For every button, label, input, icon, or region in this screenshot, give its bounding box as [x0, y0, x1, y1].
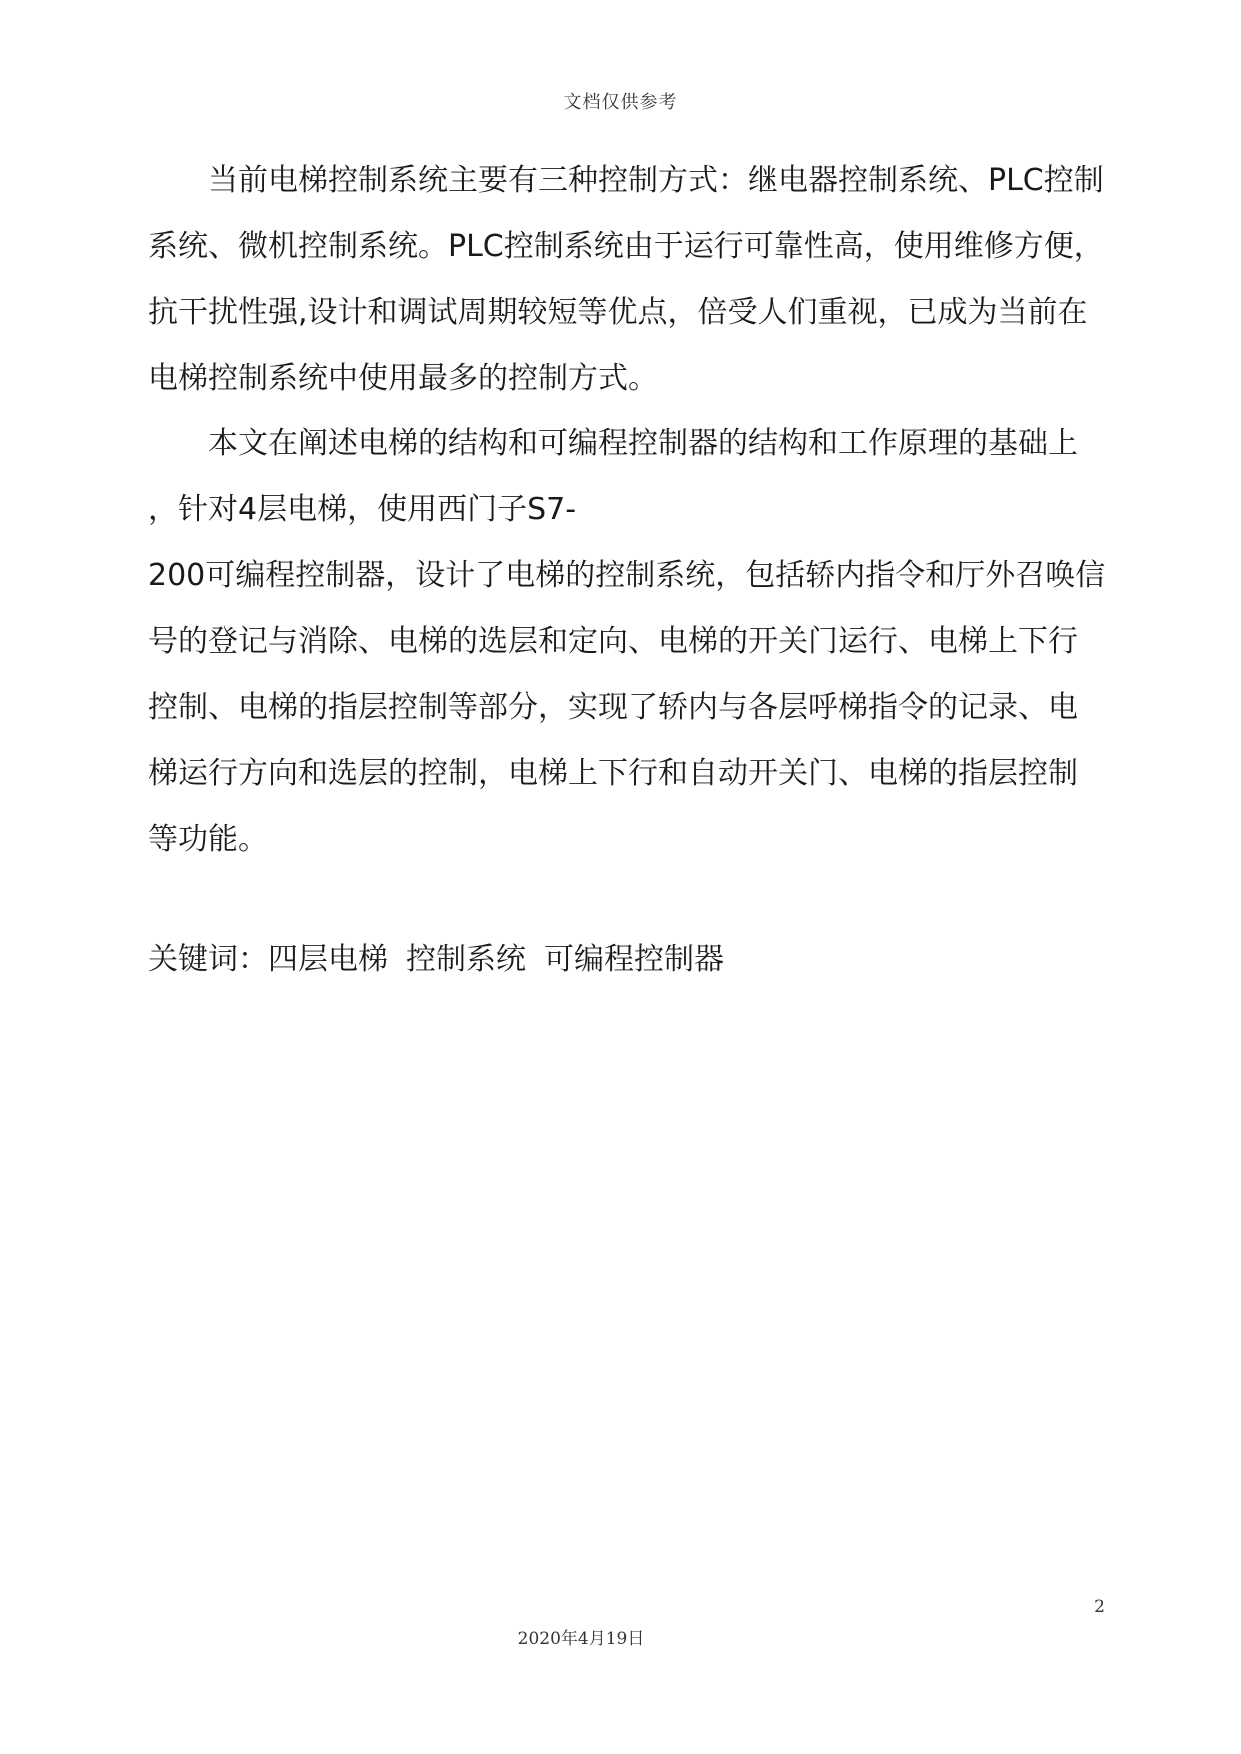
paragraph-line: 200可编程控制器，设计了电梯的控制系统，包括轿内指令和厅外召唤信 — [148, 558, 1106, 593]
paragraph-summary — [148, 411, 1108, 873]
footer-date: 2020年4月19日 — [517, 1629, 645, 1649]
keyword-item: 可编程控制器 — [544, 942, 724, 977]
paragraph-line: ，针对4层电梯，使用西门子S7- — [148, 492, 577, 527]
keywords-label: 关键词： — [148, 942, 268, 977]
page-number: 2 — [1094, 1597, 1105, 1617]
paragraph-line: 本文在阐述电梯的结构和可编程控制器的结构和工作原理的基础上 — [208, 426, 1078, 461]
paragraph-line: 电梯控制系统中使用最多的控制方式。 — [148, 361, 658, 396]
paragraph-line: 号的登记与消除、电梯的选层和定向、电梯的开关门运行、电梯上下行 — [148, 624, 1078, 659]
paragraph-line: 系统、微机控制系统。PLC控制系统由于运行可靠性高，使用维修方便， — [148, 229, 1104, 264]
keyword-item: 控制系统 — [406, 942, 526, 977]
paragraph-line: 控制、电梯的指层控制等部分，实现了轿内与各层呼梯指令的记录、电 — [148, 690, 1078, 725]
page-header: 文档仅供参考 — [563, 92, 678, 113]
paragraph-line: 当前电梯控制系统主要有三种控制方式：继电器控制系统、PLC控制 — [208, 163, 1104, 198]
keyword-item: 四层电梯 — [268, 942, 388, 977]
paragraph-intro — [148, 148, 1108, 412]
paragraph-line: 梯运行方向和选层的控制，电梯上下行和自动开关门、电梯的指层控制 — [148, 756, 1078, 791]
keywords-line — [148, 940, 724, 980]
paragraph-line: 抗干扰性强,设计和调试周期较短等优点，倍受人们重视，已成为当前在 — [148, 295, 1088, 330]
paragraph-line: 等功能。 — [148, 822, 268, 857]
